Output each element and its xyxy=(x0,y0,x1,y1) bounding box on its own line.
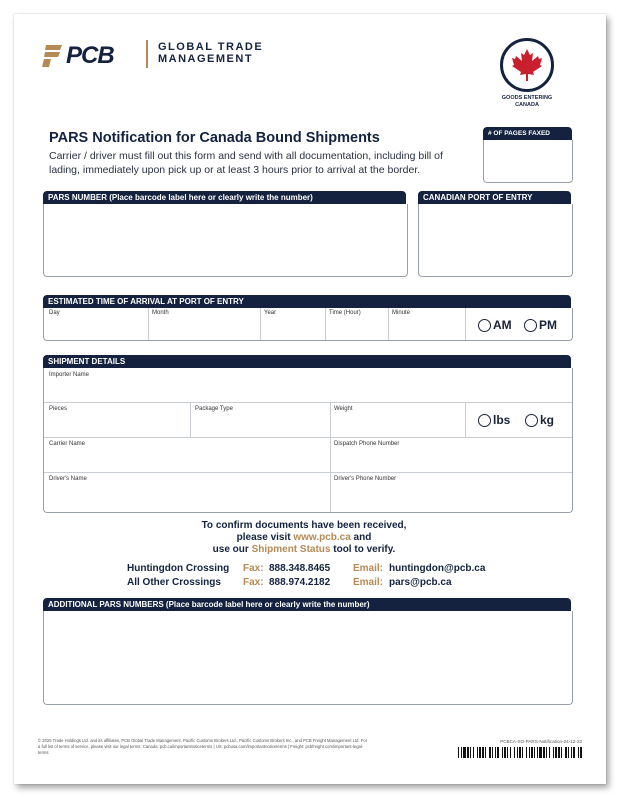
kg-label: kg xyxy=(540,413,555,427)
email-address[interactable]: huntingdon@pcb.ca xyxy=(389,563,486,574)
seal-caption-line2: CANADA xyxy=(515,102,539,108)
weight-label: Weight xyxy=(334,406,353,412)
company-name-line2: MANAGEMENT xyxy=(158,53,254,65)
email-address[interactable]: pars@pcb.ca xyxy=(389,577,452,588)
canada-seal xyxy=(500,38,554,92)
fax-label: Fax: xyxy=(243,577,264,588)
eta-divider xyxy=(465,308,466,340)
col-divider xyxy=(330,437,331,512)
month-label: Month xyxy=(152,310,169,316)
pars-number-header: PARS NUMBER (Place barcode label here or clearly write the number) xyxy=(43,191,406,204)
time-hour-label: Time (Hour) xyxy=(329,310,361,316)
radio-circle-icon xyxy=(478,414,491,427)
year-label: Year xyxy=(264,310,277,316)
importer-name-label: Importer Name xyxy=(49,372,90,378)
eta-divider xyxy=(325,308,326,340)
maple-leaf-icon xyxy=(511,48,543,82)
carrier-name-label: Carrier Name xyxy=(49,441,86,447)
confirm-line2-post: and xyxy=(350,532,372,543)
seal-caption-line1: GOODS ENTERING xyxy=(501,95,553,101)
pages-faxed-header: # OF PAGES FAXED xyxy=(483,127,572,140)
eta-divider xyxy=(388,308,389,340)
form-page xyxy=(14,14,606,784)
driver-name-label: Driver's Name xyxy=(49,476,87,482)
radio-circle-icon xyxy=(524,319,537,332)
minute-label: Minute xyxy=(392,310,411,316)
intro-text: Carrier / driver must fill out this form and send with all documentation, including bill of lading, immediately upon pick up or at least 3 hours prior to arrival at the border. xyxy=(49,150,443,176)
lbs-radio[interactable] xyxy=(478,413,510,427)
col-divider xyxy=(190,402,191,437)
col-divider xyxy=(330,402,331,437)
form-code: PCBCA-XO-PARS-Notification-24-12-23 xyxy=(500,739,582,744)
driver-phone-label: Driver's Phone Number xyxy=(334,476,397,482)
lbs-label: lbs xyxy=(493,413,511,427)
eta-divider xyxy=(260,308,261,340)
contact-row-other xyxy=(127,577,547,590)
am-radio[interactable] xyxy=(478,318,512,332)
fax-number: 888.348.8465 xyxy=(269,563,331,574)
pars-number-input[interactable] xyxy=(43,204,408,277)
radio-circle-icon xyxy=(478,319,491,332)
barcode-icon xyxy=(458,747,582,758)
port-of-entry-input[interactable] xyxy=(418,204,573,277)
col-divider xyxy=(465,402,466,437)
confirm-line1: To confirm documents have been received, xyxy=(201,520,407,531)
am-label: AM xyxy=(493,318,512,332)
confirm-line2 xyxy=(104,532,504,544)
confirm-line3 xyxy=(104,544,504,556)
additional-pars-input[interactable] xyxy=(43,611,573,705)
confirm-block xyxy=(104,520,504,556)
pages-faxed-input[interactable] xyxy=(483,140,573,183)
logo-divider xyxy=(146,40,148,68)
dispatch-phone-label: Dispatch Phone Number xyxy=(334,441,400,447)
confirm-line2-pre: please visit xyxy=(236,532,294,543)
logo-mark-icon xyxy=(42,43,64,69)
day-label: Day xyxy=(49,310,60,316)
fax-label: Fax: xyxy=(243,563,264,574)
eta-divider xyxy=(148,308,149,340)
port-of-entry-header: CANADIAN PORT OF ENTRY xyxy=(418,191,571,204)
radio-circle-icon xyxy=(525,414,538,427)
package-type-label: Package Type xyxy=(195,406,233,412)
shipment-details-box xyxy=(43,368,573,513)
logo-text: PCB xyxy=(66,42,114,69)
eta-header: ESTIMATED TIME OF ARRIVAL AT PORT OF ENTRY xyxy=(43,295,571,308)
email-label: Email: xyxy=(353,577,384,588)
pieces-label: Pieces xyxy=(49,406,68,412)
footer-legal: © 2025 Trade Holdings Ltd. and its affiliates, PCB Global Trade Management, Pacific Customs Brokers Ltd., Pacific Customs Brokers Inc., and PCB Freight Management Ltd. For a full list of terms of service, please visit our legal terms: Canada: pcb.ca/importantnoticeterms | US: pcbusa.com/importantnoticeterms | Freight: pcbfreight.com/important-legal-terms xyxy=(38,738,368,755)
eta-box xyxy=(43,308,573,341)
confirm-line3-post: tool to verify. xyxy=(330,544,396,555)
company-name-line1: GLOBAL TRADE xyxy=(158,41,264,53)
pm-label: PM xyxy=(539,318,557,332)
pm-radio[interactable] xyxy=(524,318,557,332)
crossing-name: All Other Crossings xyxy=(127,577,221,588)
email-label: Email: xyxy=(353,563,384,574)
page-title: PARS Notification for Canada Bound Shipments xyxy=(49,130,380,146)
row-divider xyxy=(44,402,572,403)
shipment-details-header: SHIPMENT DETAILS xyxy=(43,355,571,368)
contact-row-huntingdon xyxy=(127,563,547,576)
kg-radio[interactable] xyxy=(525,413,554,427)
confirm-line3-pre: use our xyxy=(212,544,252,555)
pcb-logo xyxy=(42,40,142,72)
fax-number: 888.974.2182 xyxy=(269,577,331,588)
crossing-name: Huntingdon Crossing xyxy=(127,563,230,574)
website-link[interactable]: www.pcb.ca xyxy=(293,532,351,543)
additional-pars-header: ADDITIONAL PARS NUMBERS (Place barcode label here or clearly write the number) xyxy=(43,598,571,611)
row-divider xyxy=(44,437,572,438)
shipment-status-link[interactable]: Shipment Status xyxy=(251,544,331,555)
row-divider xyxy=(44,472,572,473)
